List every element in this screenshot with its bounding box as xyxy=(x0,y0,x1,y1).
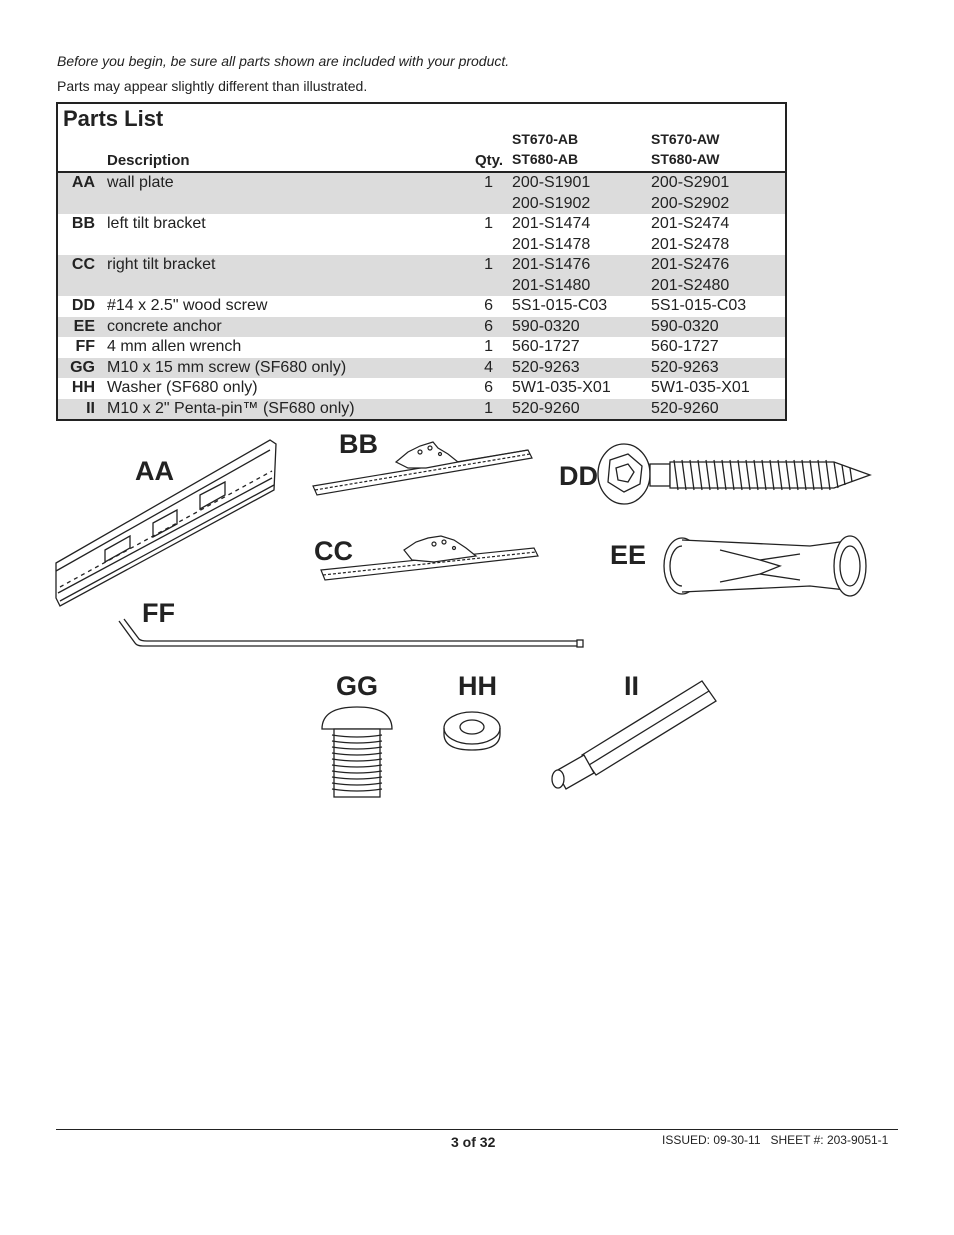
footer-divider xyxy=(56,1129,898,1130)
washer-illustration xyxy=(441,708,503,754)
table-row xyxy=(58,214,785,255)
table-row xyxy=(58,296,785,317)
part-qty: 1 xyxy=(484,256,493,273)
part-code: AA xyxy=(71,174,95,191)
header-description: Description xyxy=(107,152,190,169)
part-number-aw: 5S1-015-C03 xyxy=(651,297,747,314)
part-number-ab-alt: 200-S1902 xyxy=(512,194,591,212)
part-description: wall plate xyxy=(107,174,174,191)
table-row xyxy=(58,173,785,214)
part-number-aw: 590-0320 xyxy=(651,317,719,335)
part-number-aw: 201-S2474 xyxy=(651,215,730,232)
wall-plate-illustration xyxy=(50,438,280,608)
part-code: II xyxy=(86,399,95,417)
part-code: DD xyxy=(71,297,95,314)
m10-screw-illustration xyxy=(318,703,396,799)
header-col1-line1: ST670-AB xyxy=(512,131,579,147)
part-number-aw: 5W1-035-X01 xyxy=(651,379,750,396)
part-number-aw: 201-S2476 xyxy=(651,256,730,273)
page-number: 3 of 32 xyxy=(451,1134,496,1150)
label-hh: HH xyxy=(458,671,497,701)
part-number-ab: 5W1-035-X01 xyxy=(512,379,611,396)
header-col1-line2: ST680-AB xyxy=(512,151,579,167)
allen-wrench-illustration xyxy=(115,615,585,651)
part-number-aw: 200-S2901 xyxy=(651,174,730,191)
penta-pin-illustration xyxy=(542,675,722,795)
table-row xyxy=(58,317,785,338)
parts-rows xyxy=(58,173,785,419)
table-row xyxy=(58,378,785,399)
part-number-aw: 560-1727 xyxy=(651,338,719,355)
wood-screw-illustration xyxy=(594,440,874,510)
part-code: EE xyxy=(73,317,95,335)
part-number-aw-alt: 201-S2480 xyxy=(651,276,730,294)
concrete-anchor-illustration xyxy=(660,530,875,600)
table-row xyxy=(58,255,785,296)
part-qty: 1 xyxy=(484,215,493,232)
parts-list-table xyxy=(56,102,787,421)
label-bb: BB xyxy=(339,429,378,459)
part-description: #14 x 2.5" wood screw xyxy=(107,297,268,314)
part-number-ab-alt: 201-S1478 xyxy=(512,235,591,253)
parts-list-title: Parts List xyxy=(63,106,164,131)
part-number-aw-alt: 201-S2478 xyxy=(651,235,730,253)
header-col2-line1: ST670-AW xyxy=(651,131,720,147)
intro-disclaimer: Parts may appear slightly different than illustrated. xyxy=(57,78,368,94)
part-number-aw: 520-9263 xyxy=(651,358,719,376)
label-aa: AA xyxy=(135,456,174,486)
label-ii: II xyxy=(624,671,640,701)
left-tilt-bracket-illustration xyxy=(308,438,533,498)
part-description: right tilt bracket xyxy=(107,256,216,273)
part-qty: 1 xyxy=(484,399,493,417)
part-number-ab: 5S1-015-C03 xyxy=(512,297,608,314)
label-cc: CC xyxy=(314,536,353,566)
part-number-ab: 590-0320 xyxy=(512,317,580,335)
part-number-ab-alt: 201-S1480 xyxy=(512,276,591,294)
part-number-aw: 520-9260 xyxy=(651,399,719,417)
part-number-ab: 560-1727 xyxy=(512,338,580,355)
part-number-ab: 201-S1474 xyxy=(512,215,591,232)
part-code: BB xyxy=(71,215,95,232)
part-number-ab: 520-9263 xyxy=(512,358,580,376)
part-number-ab: 520-9260 xyxy=(512,399,580,417)
part-number-ab: 201-S1476 xyxy=(512,256,591,273)
table-row xyxy=(58,358,785,379)
table-row xyxy=(58,337,785,358)
right-tilt-bracket-illustration xyxy=(316,530,541,595)
part-description: Washer (SF680 only) xyxy=(107,379,258,396)
part-description: M10 x 2" Penta-pin™ (SF680 only) xyxy=(107,399,355,417)
part-qty: 1 xyxy=(484,338,493,355)
table-row xyxy=(58,399,785,420)
part-qty: 1 xyxy=(484,174,493,191)
part-qty: 6 xyxy=(484,317,493,335)
label-dd: DD xyxy=(559,461,598,491)
intro-note: Before you begin, be sure all parts shown are included with your product. xyxy=(57,53,510,69)
part-description: left tilt bracket xyxy=(107,215,206,232)
part-qty: 6 xyxy=(484,297,493,314)
header-col2-line2: ST680-AW xyxy=(651,151,720,167)
header-qty: Qty. xyxy=(474,152,503,169)
issue-info: ISSUED: 09-30-11 SHEET #: 203-9051-1 xyxy=(662,1133,889,1147)
label-ee: EE xyxy=(610,540,647,570)
part-code: HH xyxy=(71,379,95,396)
label-ff: FF xyxy=(142,598,175,628)
part-number-ab: 200-S1901 xyxy=(512,174,591,191)
part-code: FF xyxy=(75,338,95,355)
part-description: concrete anchor xyxy=(107,317,222,335)
part-code: CC xyxy=(71,256,95,273)
part-number-aw-alt: 200-S2902 xyxy=(651,194,730,212)
part-code: GG xyxy=(70,358,95,376)
part-description: M10 x 15 mm screw (SF680 only) xyxy=(107,358,347,376)
part-description: 4 mm allen wrench xyxy=(107,338,242,355)
part-qty: 6 xyxy=(484,379,493,396)
label-gg: GG xyxy=(336,671,379,701)
part-qty: 4 xyxy=(484,358,493,376)
